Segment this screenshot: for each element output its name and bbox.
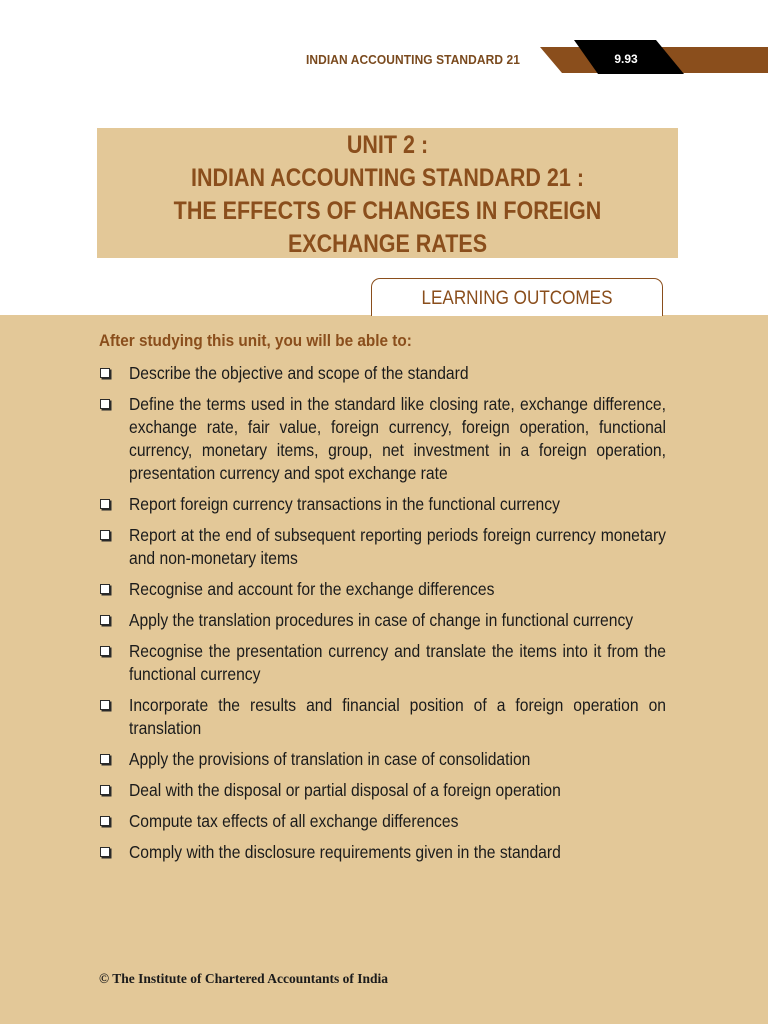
checkbox-square-icon <box>100 530 110 540</box>
list-item <box>99 362 679 385</box>
list-item-text: Apply the provisions of translation in case of consolidation <box>129 749 531 769</box>
list-item-text: Deal with the disposal or partial disposal of a foreign operation <box>129 780 561 800</box>
list-item <box>99 810 679 833</box>
list-item-text: Define the terms used in the standard like closing rate, exchange difference, exchange rate, fair value, foreign currency, foreign operation, functional currency, monetary items, group, net investment in a foreign operation, presentation currency and spot exchange rate <box>129 394 666 483</box>
list-item <box>99 640 679 686</box>
list-item-text: Apply the translation procedures in case of change in functional currency <box>129 610 634 630</box>
checkbox-square-icon <box>100 399 110 409</box>
copyright-footer: © The Institute of Chartered Accountants of India <box>99 971 388 986</box>
list-item <box>99 609 679 632</box>
checkbox-square-icon <box>100 816 110 826</box>
list-item <box>99 748 679 771</box>
list-item-text: Recognise and account for the exchange differences <box>129 579 495 599</box>
learning-outcomes-heading: LEARNING OUTCOMES <box>421 288 613 309</box>
list-item <box>99 524 679 570</box>
unit-title-line: THE EFFECTS OF CHANGES IN FOREIGN <box>173 197 602 225</box>
list-item-text: Report foreign currency transactions in the functional currency <box>129 494 560 514</box>
checkbox-square-icon <box>100 646 110 656</box>
unit-title-line: EXCHANGE RATES <box>287 230 488 258</box>
list-item <box>99 694 679 740</box>
list-item-text: Report at the end of subsequent reporting periods foreign currency monetary and non-monetary items <box>129 525 666 568</box>
learning-outcomes-list <box>99 362 679 872</box>
checkbox-square-icon <box>100 615 110 625</box>
page-header <box>0 0 768 110</box>
list-item-text: Comply with the disclosure requirements given in the standard <box>129 842 561 862</box>
list-item-text: Recognise the presentation currency and translate the items into it from the functional currency <box>129 641 666 684</box>
list-item <box>99 493 679 516</box>
checkbox-square-icon <box>100 499 110 509</box>
checkbox-square-icon <box>100 368 110 378</box>
learning-outcomes-tab <box>371 278 663 316</box>
checkbox-square-icon <box>100 785 110 795</box>
page-number: 9.93 <box>614 52 638 66</box>
unit-title-line: UNIT 2 : <box>346 131 429 159</box>
list-item <box>99 841 679 864</box>
list-item <box>99 578 679 601</box>
unit-title-line: INDIAN ACCOUNTING STANDARD 21 : <box>191 164 584 192</box>
checkbox-square-icon <box>100 847 110 857</box>
running-title: INDIAN ACCOUNTING STANDARD 21 <box>306 52 520 67</box>
learning-outcomes-intro: After studying this unit, you will be able to: <box>99 331 412 350</box>
unit-title-box <box>97 128 678 258</box>
list-item-text: Incorporate the results and financial position of a foreign operation on translation <box>129 695 666 738</box>
checkbox-square-icon <box>100 754 110 764</box>
checkbox-square-icon <box>100 584 110 594</box>
list-item-text: Compute tax effects of all exchange differences <box>129 811 459 831</box>
list-item <box>99 779 679 802</box>
list-item-text: Describe the objective and scope of the standard <box>129 363 469 383</box>
checkbox-square-icon <box>100 700 110 710</box>
list-item <box>99 393 679 485</box>
unit-title <box>138 128 638 261</box>
